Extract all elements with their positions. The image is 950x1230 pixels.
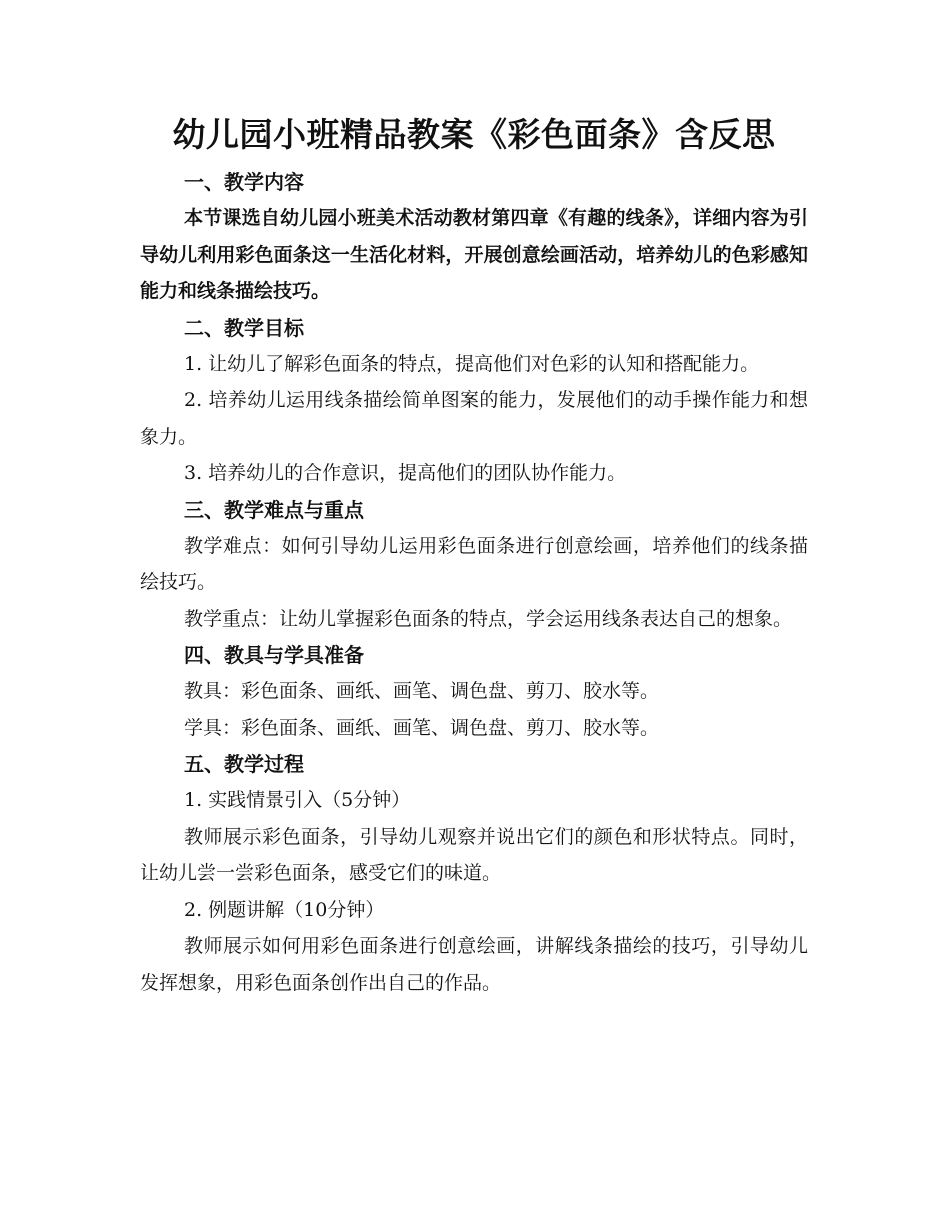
step-2-title: 2. 例题讲解（10分钟） [184,898,385,921]
section-heading-process: 五、教学过程 [184,752,304,776]
document-title: 幼儿园小班精品教案《彩色面条》含反思 [172,115,776,154]
step-2-body: 教师展示如何用彩色面条进行创意绘画，讲解线条描绘的技巧，引导幼儿发挥想象，用彩色面条创作出自己的作品。 [140,935,808,994]
goal-item-2: 2. 培养幼儿运用线条描绘简单图案的能力，发展他们的动手操作能力和想象力。 [140,389,808,448]
section-heading-difficulty-focus: 三、教学难点与重点 [184,497,364,522]
focus-paragraph: 教学重点：让幼儿掌握彩色面条的特点，学会运用线条表达自己的想象。 [184,607,793,630]
document-page [140,112,808,1001]
difficulty-paragraph: 教学难点：如何引导幼儿运用彩色面条进行创意绘画，培养他们的线条描绘技巧。 [140,534,808,593]
step-1-body: 教师展示彩色面条，引导幼儿观察并说出它们的颜色和形状特点。同时，让幼儿尝一尝彩色面条，感受它们的味道。 [140,825,808,884]
section-heading-goals: 二、教学目标 [184,315,304,340]
step-1-title: 1. 实践情景引入（5分钟） [184,789,411,811]
section-content-body: 本节课选自幼儿园小班美术活动教材第四章《有趣的线条》，详细内容为引导幼儿利用彩色面条这一生活化材料，开展创意绘画活动，培养幼儿的色彩感知能力和线条描绘技巧。 [140,207,808,302]
teacher-tools-paragraph: 教具：彩色面条、画纸、画笔、调色盘、剪刀、胶水等。 [184,680,660,702]
section-heading-materials: 四、教具与学具准备 [184,643,364,667]
goal-item-3: 3. 培养幼儿的合作意识，提高他们的团队协作能力。 [184,462,627,484]
goal-item-1: 1. 让幼儿了解彩色面条的特点，提高他们对色彩的认知和搭配能力。 [184,352,760,375]
student-tools-paragraph: 学具：彩色面条、画纸、画笔、调色盘、剪刀、胶水等。 [184,716,660,739]
section-heading-content: 一、教学内容 [184,170,304,194]
